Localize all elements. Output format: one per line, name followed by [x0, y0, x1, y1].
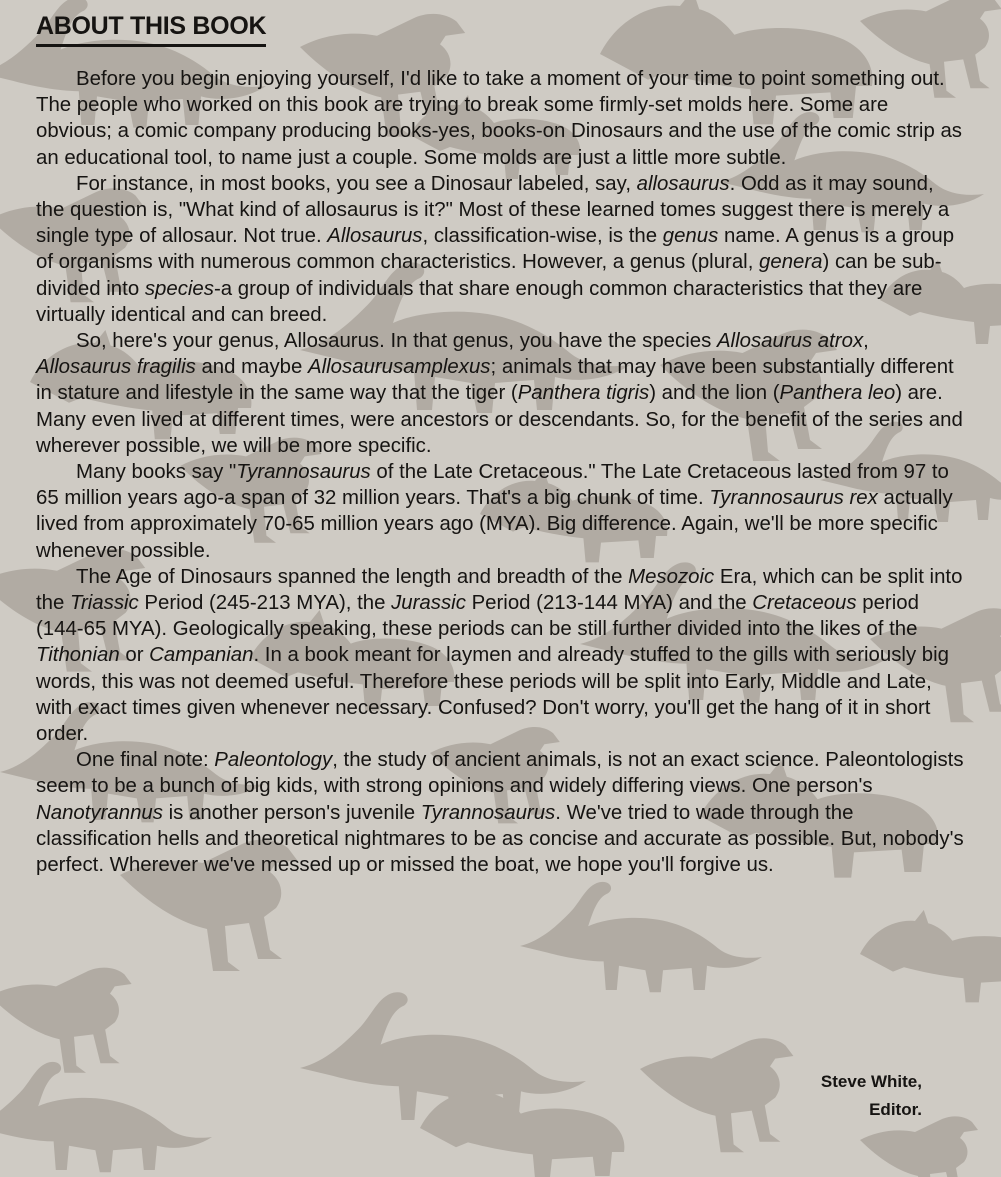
italic-term: Tithonian	[36, 644, 120, 667]
italic-term: Paleontology	[214, 749, 333, 772]
paragraph	[36, 564, 966, 747]
italic-term: Panthera tigris	[517, 382, 650, 405]
italic-term: Triassic	[70, 592, 139, 615]
italic-term: Nanotyrannus	[36, 801, 163, 824]
text-run: ; animals that may have been substantially different in stature and lifestyle in the same way that the tiger (	[36, 356, 954, 405]
text-run: , the study of ancient animals, is not an exact science. Paleontologists seem to be a bunch of big kids, with strong opinions and widely differing views. One person's	[36, 749, 964, 798]
text-run: Era, which can be split into the	[36, 565, 963, 615]
text-run: For instance, in most books, you see a Dinosaur labeled, say,	[76, 172, 637, 195]
text-run: or	[119, 644, 150, 667]
text-run: One final note:	[76, 749, 215, 772]
italic-term: Campanian	[149, 644, 254, 667]
page-title: ABOUT THIS BOOK	[36, 9, 266, 47]
italic-term: allosaurus	[636, 172, 730, 195]
italic-term: Allosaurusamplexus	[308, 356, 491, 379]
paragraph	[36, 66, 966, 171]
paragraph	[36, 747, 966, 878]
text-run: ) can be sub-divided into	[36, 251, 942, 300]
article-body	[36, 66, 966, 878]
text-run: actually lived from approximately 70-65 million years ago (MYA). Big difference. Again, we'll be more specific whenever possible.	[36, 487, 953, 562]
text-run: ) and the lion (	[649, 382, 780, 405]
italic-term: Panthera leo	[779, 382, 896, 405]
italic-term: Allosaurus fragilis	[36, 356, 196, 379]
italic-term: genera	[759, 251, 823, 274]
text-run: , classification-wise, is the	[422, 225, 663, 248]
editor-signature	[821, 1068, 922, 1124]
italic-term: species	[144, 277, 214, 300]
italic-term: Cretaceous	[752, 592, 857, 615]
text-run: Period (213-144 MYA) and the	[465, 592, 753, 615]
text-run: ) are. Many even lived at different times, were ancestors or descendants. So, for the benefit of the series and wherever possible, we will be more specific.	[36, 382, 963, 457]
text-run: period (144-65 MYA). Geologically speaking, these periods can be still further divided into the likes of the	[36, 592, 919, 641]
italic-term: Mesozoic	[628, 565, 715, 588]
text-run: -a group of individuals that share enough common characteristics that they are virtually identical and can breed.	[36, 277, 923, 326]
italic-term: Jurassic	[391, 592, 466, 615]
italic-term: Allosaurus atrox	[716, 330, 864, 353]
paragraph	[36, 171, 966, 328]
text-run: is another person's juvenile	[162, 801, 421, 824]
text-run: Many books say "	[76, 461, 237, 484]
italic-term: Tyrannosaurus rex	[709, 487, 878, 510]
italic-term: Tyrannosaurus	[420, 801, 556, 824]
signature-name: Steve White,	[820, 1072, 922, 1091]
text-run: name. A genus is a group of organisms with numerous common characteristics. However, a genus (plural,	[36, 225, 955, 274]
italic-term: genus	[662, 225, 719, 248]
text-run: . Odd as it may sound, the question is, "What kind of allosaurus is it?" Most of these learned tomes suggest there is merely a single type of allosaur. Not true.	[36, 172, 950, 248]
text-run: . We've tried to wade through the classification hells and theoretical nightmares to be as concise and accurate as possible. But, nobody's perfect. Wherever we've messed up or missed the boat, we hope you'll forgive us.	[36, 801, 964, 877]
text-run: and maybe	[195, 356, 309, 379]
text-run: . In a book meant for laymen and already stuffed to the gills with seriously big words, this was not deemed useful. Therefore these periods will be split into Early, Middle and Late, with exact times given whenever necessary. Confused? Don't worry, you'll get the hang of it in short order.	[36, 644, 950, 746]
paragraph	[36, 328, 966, 459]
paragraph	[36, 459, 966, 564]
text-run: The Age of Dinosaurs spanned the length and breadth of the	[76, 565, 629, 588]
text-run: Period (245-213 MYA), the	[138, 592, 392, 615]
signature-role: Editor.	[869, 1100, 922, 1119]
text-run: So, here's your genus, Allosaurus. In that genus, you have the species	[76, 330, 717, 353]
text-run: Before you begin enjoying yourself, I'd like to take a moment of your time to point something out. The people who worked on this book are trying to break some firmly-set molds here. Some are obvious; a comic company producing books-yes, books-on Dinosaurs and the use of the comic strip as an educational tool, to name just a couple. Some molds are just a little more subtle.	[36, 68, 962, 169]
italic-term: Tyrannosaurus	[236, 461, 371, 484]
italic-term: Allosaurus	[327, 225, 423, 248]
text-run: ,	[863, 330, 869, 353]
text-run: of the Late Cretaceous." The Late Cretaceous lasted from 97 to 65 million years ago-a span of 32 million years. That's a big chunk of time.	[36, 461, 949, 510]
